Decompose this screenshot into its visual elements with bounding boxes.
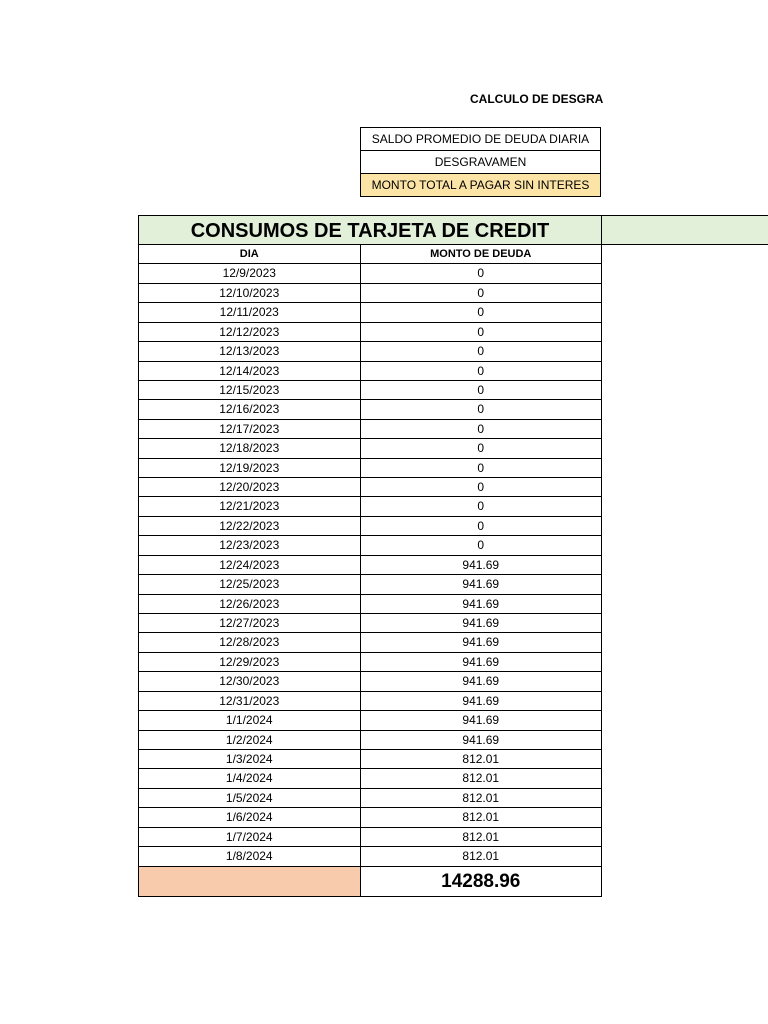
total-value: 14288.96 [361, 867, 602, 896]
table-row [139, 828, 602, 847]
cell-monto: 812.01 [361, 750, 602, 768]
cell-dia: 12/24/2023 [139, 556, 361, 574]
monto-total-label: MONTO TOTAL A PAGAR SIN INTERES [360, 174, 601, 197]
table-row [139, 362, 602, 381]
cell-dia: 12/29/2023 [139, 653, 361, 671]
table-body [139, 264, 602, 866]
table-row [139, 672, 602, 691]
cell-dia: 12/18/2023 [139, 439, 361, 457]
table-row [139, 575, 602, 594]
cell-monto: 941.69 [361, 575, 602, 593]
table-row [139, 400, 602, 419]
cell-monto: 0 [361, 284, 602, 302]
cell-dia: 12/31/2023 [139, 692, 361, 710]
cell-dia: 12/11/2023 [139, 303, 361, 321]
table-row [139, 342, 602, 361]
column-header-monto: MONTO DE DEUDA [361, 245, 602, 263]
table-banner [138, 215, 768, 245]
cell-monto: 0 [361, 439, 602, 457]
table-banner-title: CONSUMOS DE TARJETA DE CREDIT [139, 216, 602, 244]
cell-dia: 12/16/2023 [139, 400, 361, 418]
cell-dia: 12/22/2023 [139, 517, 361, 535]
table-row [139, 595, 602, 614]
cell-monto: 0 [361, 478, 602, 496]
table-row [139, 459, 602, 478]
cell-dia: 12/17/2023 [139, 420, 361, 438]
cell-monto: 941.69 [361, 692, 602, 710]
cell-monto: 941.69 [361, 556, 602, 574]
table-row [139, 808, 602, 827]
cell-dia: 1/4/2024 [139, 769, 361, 787]
cell-dia: 1/1/2024 [139, 711, 361, 729]
table-row [139, 847, 602, 866]
cell-dia: 1/7/2024 [139, 828, 361, 846]
table-row [139, 731, 602, 750]
table-row [139, 556, 602, 575]
cell-monto: 812.01 [361, 847, 602, 865]
table-row [139, 750, 602, 769]
table-row [139, 769, 602, 788]
desgravamen-label: DESGRAVAMEN [360, 151, 601, 174]
cell-dia: 12/27/2023 [139, 614, 361, 632]
cell-dia: 12/25/2023 [139, 575, 361, 593]
table-row [139, 711, 602, 730]
table-row [139, 284, 602, 303]
cell-dia: 12/14/2023 [139, 362, 361, 380]
total-label-cell [139, 867, 361, 896]
cell-monto: 0 [361, 362, 602, 380]
table-row [139, 420, 602, 439]
table-header-row [139, 245, 602, 264]
table-row [139, 789, 602, 808]
cell-monto: 812.01 [361, 828, 602, 846]
cell-dia: 1/8/2024 [139, 847, 361, 865]
cell-monto: 812.01 [361, 769, 602, 787]
table-row [139, 653, 602, 672]
debt-table [138, 245, 602, 897]
cell-monto: 941.69 [361, 633, 602, 651]
table-row [139, 323, 602, 342]
table-row [139, 264, 602, 283]
cell-monto: 941.69 [361, 672, 602, 690]
cell-dia: 12/30/2023 [139, 672, 361, 690]
table-row [139, 692, 602, 711]
cell-monto: 941.69 [361, 595, 602, 613]
cell-dia: 12/15/2023 [139, 381, 361, 399]
cell-monto: 941.69 [361, 653, 602, 671]
summary-box [360, 127, 601, 197]
cell-monto: 0 [361, 536, 602, 554]
cell-monto: 812.01 [361, 808, 602, 826]
table-row [139, 497, 602, 516]
cell-dia: 1/5/2024 [139, 789, 361, 807]
cell-monto: 941.69 [361, 614, 602, 632]
cell-monto: 812.01 [361, 789, 602, 807]
cell-monto: 0 [361, 459, 602, 477]
cell-dia: 1/6/2024 [139, 808, 361, 826]
table-row [139, 303, 602, 322]
cell-dia: 12/23/2023 [139, 536, 361, 554]
table-row [139, 633, 602, 652]
cell-dia: 12/9/2023 [139, 264, 361, 282]
table-row [139, 536, 602, 555]
saldo-promedio-label: SALDO PROMEDIO DE DEUDA DIARIA [360, 127, 601, 151]
cell-monto: 0 [361, 323, 602, 341]
column-header-dia: DIA [139, 245, 361, 263]
cell-monto: 0 [361, 400, 602, 418]
cell-monto: 0 [361, 420, 602, 438]
cell-dia: 12/20/2023 [139, 478, 361, 496]
table-row [139, 478, 602, 497]
cell-dia: 12/12/2023 [139, 323, 361, 341]
cell-monto: 941.69 [361, 731, 602, 749]
sheet-title: CALCULO DE DESGRA [470, 92, 604, 106]
cell-monto: 0 [361, 381, 602, 399]
cell-dia: 12/19/2023 [139, 459, 361, 477]
cell-dia: 12/21/2023 [139, 497, 361, 515]
cell-monto: 0 [361, 303, 602, 321]
cell-dia: 12/10/2023 [139, 284, 361, 302]
cell-dia: 1/2/2024 [139, 731, 361, 749]
cell-monto: 0 [361, 497, 602, 515]
cell-dia: 12/26/2023 [139, 595, 361, 613]
total-row [139, 867, 602, 897]
table-row [139, 439, 602, 458]
cell-dia: 12/13/2023 [139, 342, 361, 360]
cell-dia: 1/3/2024 [139, 750, 361, 768]
table-row [139, 614, 602, 633]
cell-monto: 0 [361, 517, 602, 535]
cell-monto: 0 [361, 264, 602, 282]
table-row [139, 381, 602, 400]
cell-monto: 0 [361, 342, 602, 360]
cell-dia: 12/28/2023 [139, 633, 361, 651]
table-row [139, 517, 602, 536]
cell-monto: 941.69 [361, 711, 602, 729]
